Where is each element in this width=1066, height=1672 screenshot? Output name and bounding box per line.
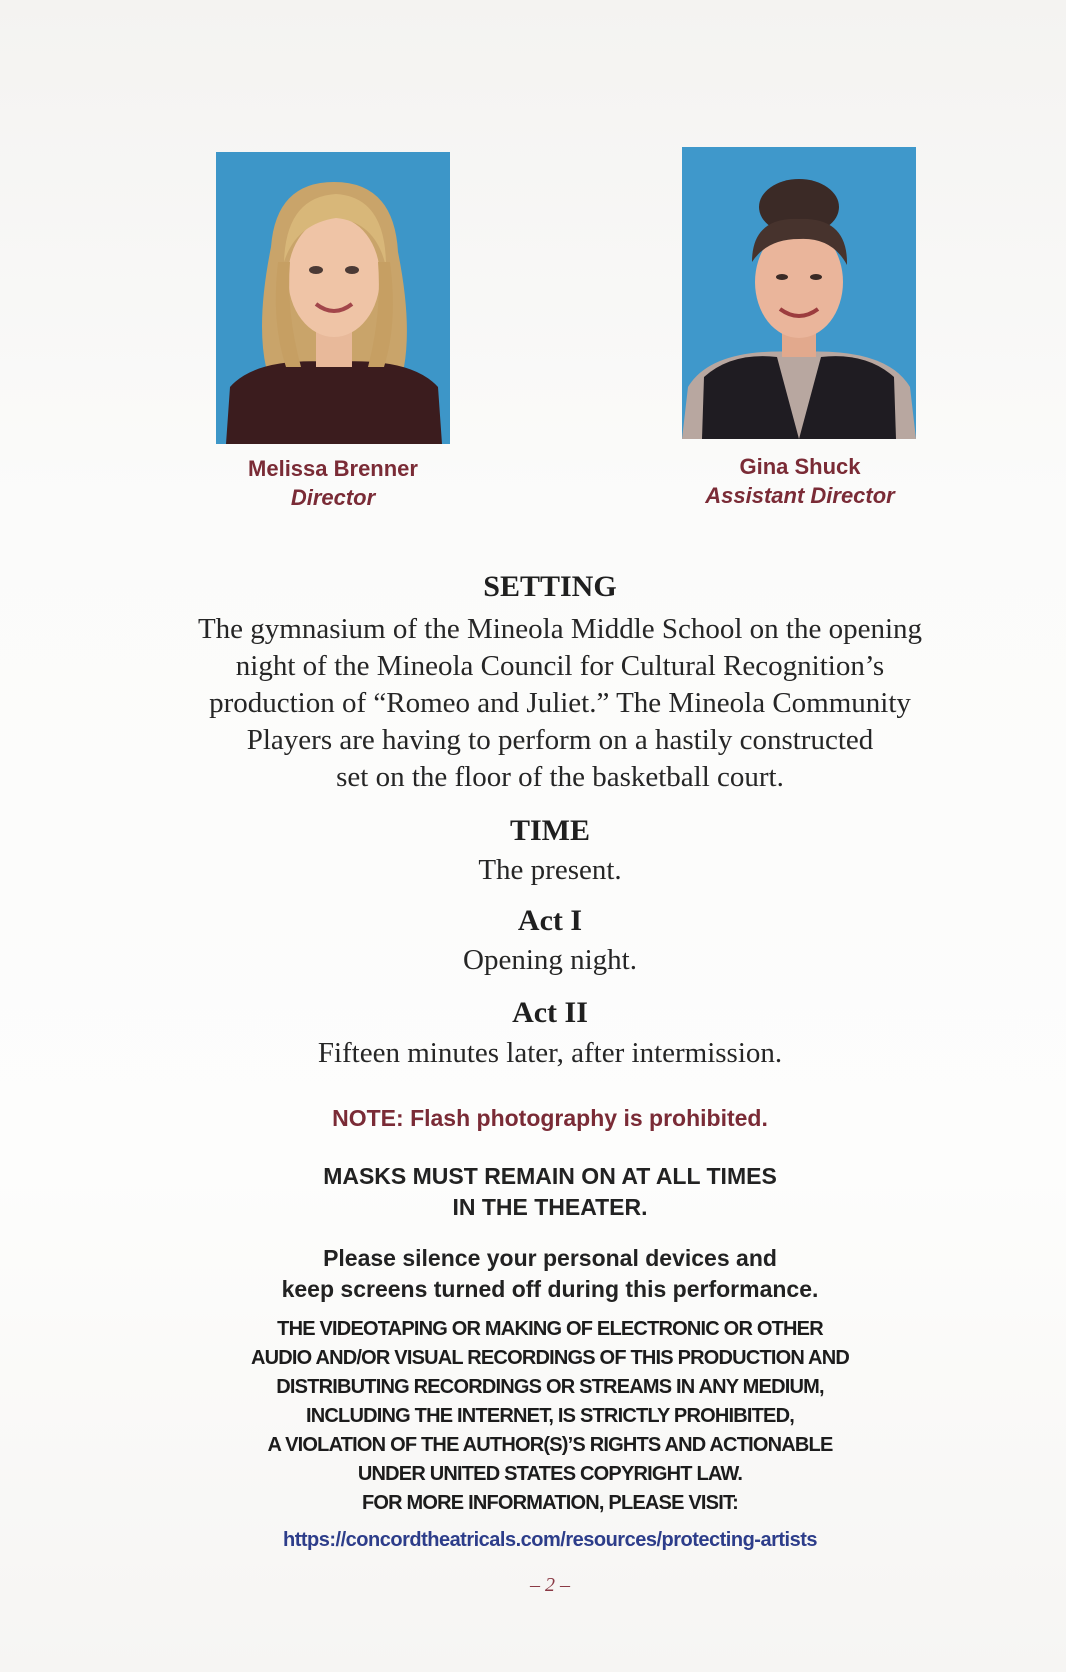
- assistant-director-photo: [682, 147, 916, 439]
- setting-line: Players are having to perform on a hastily constructed: [246, 724, 874, 756]
- copyright-notice: [100, 1315, 1000, 1518]
- portrait-image: [682, 147, 916, 439]
- protecting-artists-link[interactable]: https://concordtheatricals.com/resources/protecting-artists: [283, 1529, 817, 1551]
- setting-line: production of “Romeo and Juliet.” The Mineola Community: [209, 687, 911, 719]
- director-photo: [216, 152, 450, 444]
- legal-line: UNDER UNITED STATES COPYRIGHT LAW.: [357, 1463, 743, 1485]
- act2-text: Fifteen minutes later, after intermission.: [317, 1037, 783, 1069]
- setting-heading: SETTING: [483, 570, 617, 603]
- devices-notice: [100, 1243, 1000, 1305]
- assistant-director-caption: [660, 452, 940, 510]
- devices-line: keep screens turned off during this performance.: [281, 1276, 819, 1302]
- portrait-image: [216, 152, 450, 444]
- legal-line: AUDIO AND/OR VISUAL RECORDINGS OF THIS PRODUCTION AND: [251, 1347, 849, 1369]
- act1-text: Opening night.: [463, 944, 637, 976]
- act1-heading: Act I: [517, 904, 583, 937]
- devices-line: Please silence your personal devices and: [323, 1245, 777, 1271]
- masks-notice: [100, 1161, 1000, 1223]
- setting-description: [110, 611, 1010, 796]
- setting-line: night of the Mineola Council for Cultural Recognition’s: [235, 650, 885, 682]
- assistant-director-role: Assistant Director: [705, 483, 895, 508]
- masks-line: MASKS MUST REMAIN ON AT ALL TIMES: [323, 1163, 777, 1189]
- time-heading: TIME: [509, 814, 590, 847]
- time-text: The present.: [478, 854, 622, 886]
- flash-note: NOTE: Flash photography is prohibited.: [332, 1105, 768, 1131]
- legal-line: DISTRIBUTING RECORDINGS OR STREAMS IN ANY MEDIUM,: [276, 1376, 824, 1398]
- director-caption: [200, 454, 466, 512]
- setting-line: The gymnasium of the Mineola Middle School on the opening: [197, 613, 923, 645]
- legal-line: FOR MORE INFORMATION, PLEASE VISIT:: [361, 1492, 739, 1514]
- director-role: Director: [290, 485, 376, 510]
- legal-line: A VIOLATION OF THE AUTHOR(S)’S RIGHTS AND ACTIONABLE: [267, 1434, 833, 1456]
- legal-line: THE VIDEOTAPING OR MAKING OF ELECTRONIC OR OTHER: [277, 1318, 823, 1340]
- act2-heading: Act II: [512, 996, 588, 1029]
- page-number: – 2 –: [530, 1574, 570, 1596]
- masks-line: IN THE THEATER.: [452, 1194, 648, 1220]
- legal-line: INCLUDING THE INTERNET, IS STRICTLY PROHIBITED,: [306, 1405, 794, 1427]
- assistant-director-name: Gina Shuck: [739, 454, 861, 479]
- director-name: Melissa Brenner: [248, 456, 418, 481]
- setting-line: set on the floor of the basketball court.: [336, 761, 784, 793]
